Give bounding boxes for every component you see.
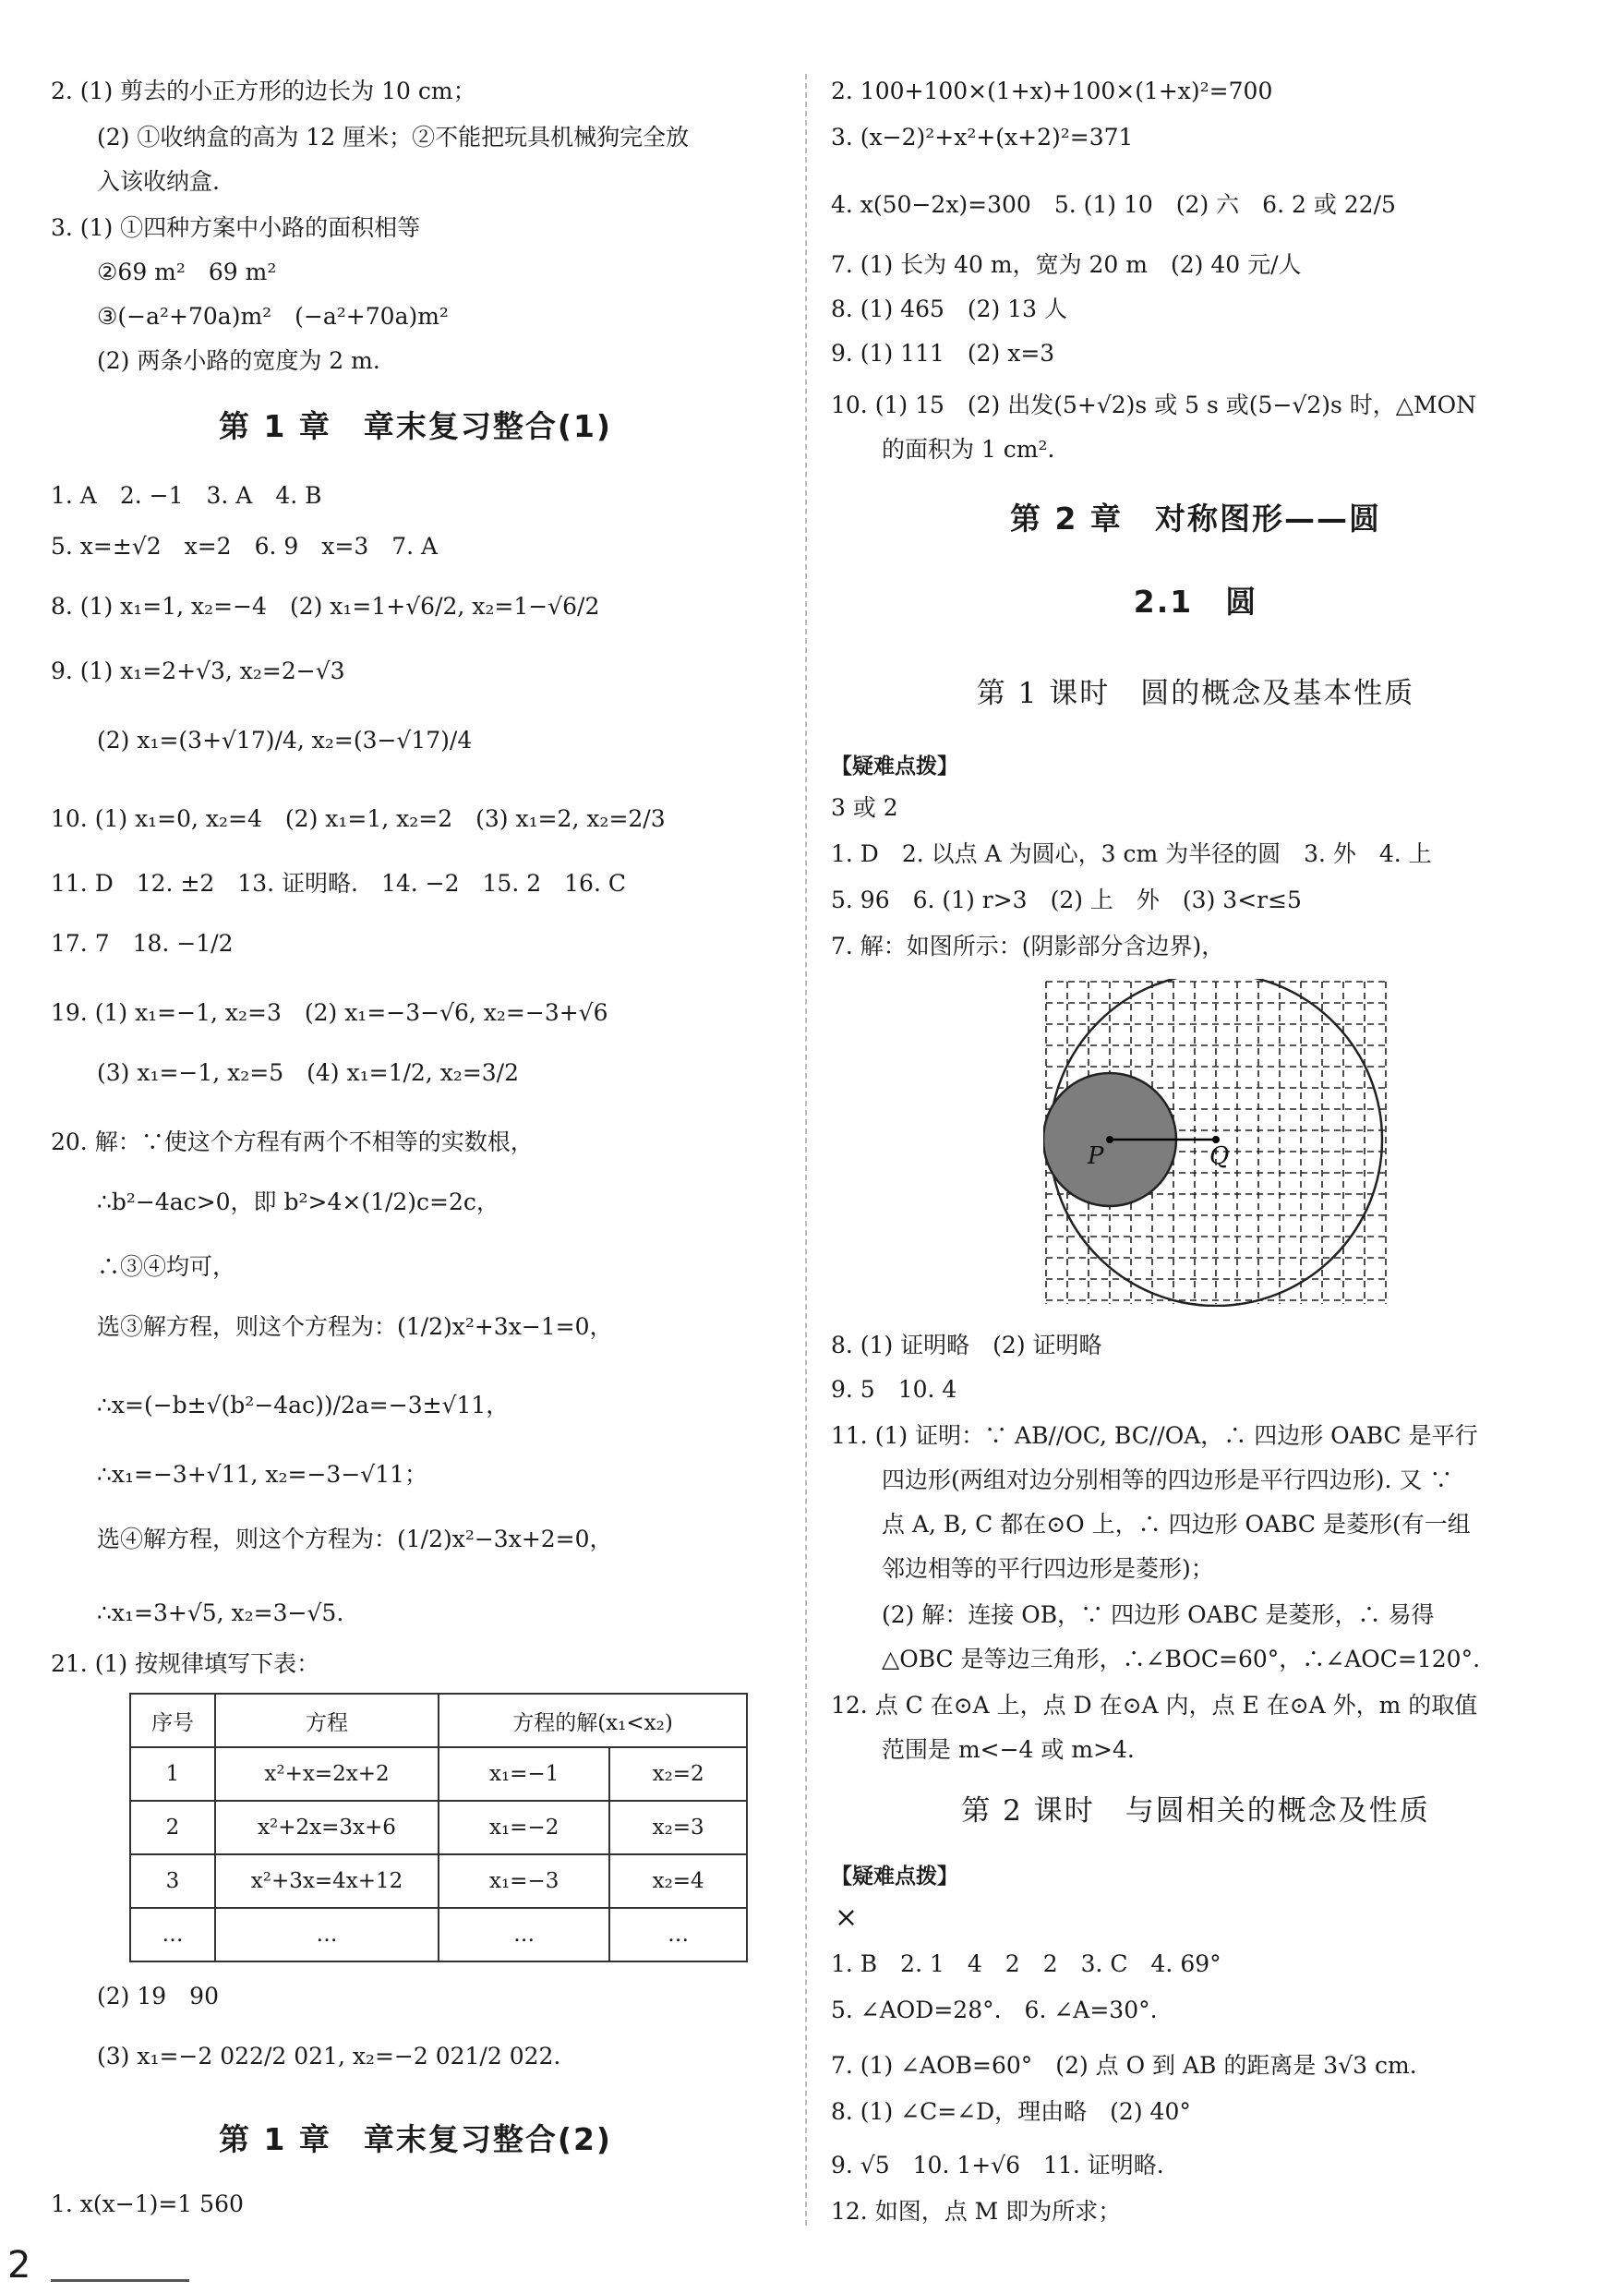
- answer-line: 4. x(50−2x)=300 5. (1) 10 (2) 六 6. 2 或 22/5: [831, 191, 1396, 218]
- table-cell: 1: [130, 1747, 215, 1801]
- table-cell: x²+3x=4x+12: [215, 1854, 439, 1908]
- answer-line: ∴x₁=−3+√11, x₂=−3−√11；: [97, 1461, 428, 1488]
- answer-line: ∴x=(−b±√(b²−4ac))/2a=−3±√11，: [97, 1392, 510, 1418]
- answer-line: 11. D 12. ±2 13. 证明略. 14. −2 15. 2 16. C: [51, 870, 626, 897]
- answer-line: 1. x(x−1)=1 560: [51, 2190, 244, 2217]
- answer-line: 3. (1) ①四种方案中小路的面积相等: [51, 214, 421, 241]
- table-row: [130, 1747, 747, 1801]
- table-row: [130, 1801, 747, 1854]
- answer-line: 入该收纳盒.: [97, 168, 220, 195]
- table-header-cell: 序号: [130, 1694, 215, 1747]
- table-cell: …: [609, 1908, 747, 1961]
- answer-line: 1. A 2. −1 3. A 4. B: [51, 482, 322, 509]
- answer-line: 20. 解：∵使这个方程有两个不相等的实数根，: [51, 1128, 534, 1155]
- answer-line: 9. 5 10. 4: [831, 1376, 957, 1403]
- label-p: P: [1088, 1142, 1104, 1170]
- table-cell: x₁=−1: [439, 1747, 609, 1801]
- answer-line: 四边形(两组对边分别相等的四边形是平行四边形). 又 ∵: [882, 1466, 1453, 1493]
- answer-line: 8. (1) x₁=1, x₂=−4 (2) x₁=1+√6/2, x₂=1−√6/2: [51, 593, 600, 620]
- answer-line: 9. √5 10. 1+√6 11. 证明略.: [831, 2152, 1164, 2178]
- section-heading: 第 1 章 章末复习整合(1): [218, 408, 613, 444]
- table-header-cell: 方程: [215, 1694, 439, 1747]
- answer-line: ③(−a²+70a)m² (−a²+70a)m²: [97, 303, 449, 330]
- answer-line: ②69 m² 69 m²: [97, 259, 277, 285]
- answer-line: 3 或 2: [831, 794, 898, 821]
- point-p: [1106, 1136, 1113, 1143]
- answer-line: 8. (1) 证明略 (2) 证明略: [831, 1332, 1102, 1358]
- answer-line: 点 A, B, C 都在⊙O 上，∴ 四边形 OABC 是菱形(有一组: [882, 1511, 1471, 1538]
- answer-line: 7. (1) ∠AOB=60° (2) 点 O 到 AB 的距离是 3√3 cm.: [831, 2052, 1417, 2079]
- answer-line: 8. (1) 465 (2) 13 人: [831, 296, 1067, 322]
- tip-tag: 【疑难点拨】: [831, 1865, 958, 1889]
- tip-tag: 【疑难点拨】: [831, 754, 958, 778]
- table-row: [130, 1908, 747, 1961]
- answer-line: 11. (1) 证明：∵ AB//OC, BC//OA，∴ 四边形 OABC 是平行: [831, 1422, 1478, 1449]
- answer-line: 10. (1) 15 (2) 出发(5+√2)s 或 5 s 或(5−√2)s 时，△MON: [831, 392, 1476, 418]
- lesson-heading: 第 1 课时 圆的概念及基本性质: [976, 677, 1415, 710]
- page-number: 2: [7, 2244, 31, 2287]
- table-cell: …: [130, 1908, 215, 1961]
- table-cell: 2: [130, 1801, 215, 1854]
- chapter-heading: 第 2 章 对称图形——圆: [1010, 501, 1381, 537]
- answer-line: 12. 点 C 在⊙A 上，点 D 在⊙A 内，点 E 在⊙A 外，m 的取值: [831, 1692, 1478, 1719]
- answer-line: ∴③④均可，: [97, 1253, 236, 1280]
- lesson-heading: 第 2 课时 与圆相关的概念及性质: [961, 1794, 1430, 1828]
- table-cell: x₂=4: [609, 1854, 747, 1908]
- answer-line: 12. 如图，点 M 即为所求；: [831, 2198, 1122, 2225]
- answer-line: 选④解方程，则这个方程为：(1/2)x²−3x+2=0，: [97, 1526, 613, 1552]
- answer-line: 7. 解：如图所示：(阴影部分含边界)，: [831, 933, 1225, 959]
- table-cell: x₁=−3: [439, 1854, 609, 1908]
- table-cell: x²+x=2x+2: [215, 1747, 439, 1801]
- answer-line: (2) ①收纳盒的高为 12 厘米；②不能把玩具机械狗完全放: [97, 124, 690, 151]
- answer-line: (3) x₁=−2 022/2 021, x₂=−2 021/2 022.: [97, 2043, 561, 2070]
- table-cell: …: [215, 1908, 439, 1961]
- equation-table: [129, 1693, 748, 1962]
- table-header-row: [130, 1694, 747, 1747]
- table-cell: 3: [130, 1854, 215, 1908]
- answer-line: (2) 解：连接 OB，∵ 四边形 OABC 是菱形，∴ 易得: [882, 1601, 1435, 1628]
- answer-line: 9. (1) x₁=2+√3, x₂=2−√3: [51, 658, 345, 684]
- answer-line: 10. (1) x₁=0, x₂=4 (2) x₁=1, x₂=2 (3) x₁=2, x₂=2/3: [51, 805, 666, 832]
- answer-line: 5. x=±√2 x=2 6. 9 x=3 7. A: [51, 533, 439, 560]
- table-cell: …: [439, 1908, 609, 1961]
- answer-line: 17. 7 18. −1/2: [51, 930, 234, 957]
- cross-mark: ×: [835, 1901, 859, 1934]
- answer-line: 19. (1) x₁=−1, x₂=3 (2) x₁=−3−√6, x₂=−3+√6: [51, 999, 608, 1026]
- answer-line: (2) 两条小路的宽度为 2 m.: [97, 347, 380, 374]
- grid-circle-figure: [1043, 979, 1389, 1307]
- answer-line: 8. (1) ∠C=∠D，理由略 (2) 40°: [831, 2098, 1191, 2125]
- answer-line: △OBC 是等边三角形，∴∠BOC=60°，∴∠AOC=120°.: [882, 1646, 1481, 1672]
- table-cell: x₂=3: [609, 1801, 747, 1854]
- section-heading: 2.1 圆: [1133, 584, 1258, 620]
- answer-line: (2) x₁=(3+√17)/4, x₂=(3−√17)/4: [97, 727, 473, 754]
- answer-line: 5. 96 6. (1) r>3 (2) 上 外 (3) 3<r≤5: [831, 887, 1302, 913]
- page-number-underline: [51, 2279, 189, 2282]
- table-header-cell: 方程的解(x₁<x₂): [439, 1694, 747, 1747]
- table-row: [130, 1854, 747, 1908]
- table-cell: x₁=−2: [439, 1801, 609, 1854]
- answer-line: 5. ∠AOD=28°. 6. ∠A=30°.: [831, 1997, 1158, 2023]
- answer-line: ∴b²−4ac>0，即 b²>4×(1/2)c=2c，: [97, 1189, 499, 1215]
- answer-line: 21. (1) 按规律填写下表：: [51, 1650, 320, 1677]
- section-heading: 第 1 章 章末复习整合(2): [218, 2121, 613, 2157]
- column-divider: [805, 74, 807, 2226]
- answer-line: (3) x₁=−1, x₂=5 (4) x₁=1/2, x₂=3/2: [97, 1059, 520, 1086]
- answer-line: 7. (1) 长为 40 m，宽为 20 m (2) 40 元/人: [831, 251, 1302, 278]
- answer-line: 1. B 2. 1 4 2 2 3. C 4. 69°: [831, 1950, 1221, 1977]
- answer-line: ∴x₁=3+√5, x₂=3−√5.: [97, 1599, 344, 1626]
- answer-line: 3. (x−2)²+x²+(x+2)²=371: [831, 124, 1134, 151]
- answer-line: 范围是 m<−4 或 m>4.: [882, 1736, 1135, 1763]
- answer-line: 9. (1) 111 (2) x=3: [831, 340, 1055, 367]
- label-q: Q: [1209, 1142, 1230, 1170]
- table-cell: x²+2x=3x+6: [215, 1801, 439, 1854]
- answer-line: 选③解方程，则这个方程为：(1/2)x²+3x−1=0，: [97, 1313, 613, 1340]
- answer-line: 邻边相等的平行四边形是菱形)；: [882, 1555, 1214, 1582]
- table-cell: x₂=2: [609, 1747, 747, 1801]
- answer-line: (2) 19 90: [97, 1983, 219, 2009]
- answer-line: 2. (1) 剪去的小正方形的边长为 10 cm；: [51, 78, 476, 104]
- answer-line: 1. D 2. 以点 A 为圆心，3 cm 为半径的圆 3. 外 4. 上: [831, 840, 1432, 867]
- answer-line: 2. 100+100×(1+x)+100×(1+x)²=700: [831, 78, 1273, 104]
- answer-line: 的面积为 1 cm².: [882, 436, 1055, 463]
